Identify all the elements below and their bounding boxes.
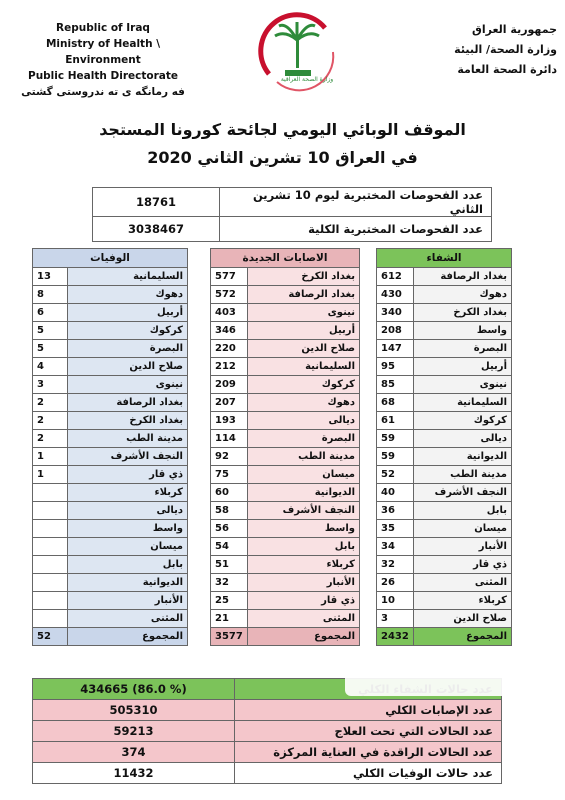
recovered-count: 59 xyxy=(377,430,414,448)
new-cases-count: 58 xyxy=(211,502,248,520)
table-row xyxy=(33,520,188,538)
new-cases-count: 207 xyxy=(211,394,248,412)
daily-tests-row xyxy=(93,188,492,217)
table-row xyxy=(33,574,188,592)
recovered-count: 95 xyxy=(377,358,414,376)
new-cases-province: نينوى xyxy=(247,304,359,322)
deaths-count xyxy=(33,520,68,538)
table-row xyxy=(377,394,512,412)
summary-label: عدد الحالات الراقدة في العناية المركزة xyxy=(235,742,502,763)
recovered-province: المثنى xyxy=(413,574,511,592)
new-cases-total-value: 3577 xyxy=(211,628,248,646)
logo-text: وزارة الصحة العراقية xyxy=(280,76,334,83)
deaths-province: البصرة xyxy=(68,340,188,358)
table-row xyxy=(377,610,512,628)
table-row xyxy=(211,592,360,610)
deaths-count: 5 xyxy=(33,340,68,358)
summary-label: عدد الحالات التي تحت العلاج xyxy=(235,721,502,742)
new-cases-header: الاصابات الجديدة xyxy=(211,249,360,268)
table-row xyxy=(211,484,360,502)
deaths-count xyxy=(33,610,68,628)
recovered-province: بغداد الرصافة xyxy=(413,268,511,286)
new-cases-province: ديالى xyxy=(247,412,359,430)
deaths-province: نينوى xyxy=(68,376,188,394)
new-cases-count: 51 xyxy=(211,556,248,574)
deaths-province: واسط xyxy=(68,520,188,538)
summary-label: عدد الإصابات الكلي xyxy=(235,700,502,721)
deaths-province: ذي قار xyxy=(68,466,188,484)
table-row xyxy=(377,286,512,304)
total-tests-value: 3038467 xyxy=(93,217,220,242)
new-cases-count: 56 xyxy=(211,520,248,538)
new-cases-total-label: المجموع xyxy=(247,628,359,646)
deaths-province: الديوانية xyxy=(68,574,188,592)
table-row xyxy=(33,286,188,304)
new-cases-header-row xyxy=(211,249,360,268)
deaths-province: مدينة الطب xyxy=(68,430,188,448)
deaths-province: بابل xyxy=(68,556,188,574)
header-en-line: Public Health Directorate xyxy=(28,70,178,82)
table-row xyxy=(211,268,360,286)
recovered-count: 208 xyxy=(377,322,414,340)
recovered-count: 68 xyxy=(377,394,414,412)
header-en-line: Republic of Iraq xyxy=(56,22,150,34)
recovered-count: 3 xyxy=(377,610,414,628)
recovered-province: البصرة xyxy=(413,340,511,358)
deaths-count: 6 xyxy=(33,304,68,322)
table-row xyxy=(377,304,512,322)
palm-tree-icon xyxy=(255,12,341,98)
table-row xyxy=(211,556,360,574)
table-row xyxy=(211,286,360,304)
table-row xyxy=(377,538,512,556)
deaths-count: 2 xyxy=(33,394,68,412)
deaths-table xyxy=(32,248,188,646)
recovered-province: الديوانية xyxy=(413,448,511,466)
summary-row xyxy=(33,700,502,721)
recovered-province: النجف الأشرف xyxy=(413,484,511,502)
table-row xyxy=(211,610,360,628)
recovered-province: نينوى xyxy=(413,376,511,394)
new-cases-count: 92 xyxy=(211,448,248,466)
new-cases-province: الأنبار xyxy=(247,574,359,592)
deaths-total-label: المجموع xyxy=(68,628,188,646)
deaths-province: السليمانية xyxy=(68,268,188,286)
table-row xyxy=(211,466,360,484)
table-row xyxy=(377,268,512,286)
header-ar-line: جمهورية العراق xyxy=(472,23,557,36)
daily-tests-label: عدد الفحوصات المختبرية ليوم 10 تشرين الثاني xyxy=(220,188,492,217)
page-title: الموقف الوبائي اليومي لجائحة كورونا المستجد xyxy=(99,120,466,139)
table-row xyxy=(33,322,188,340)
new-cases-province: أربيل xyxy=(247,322,359,340)
summary-row xyxy=(33,721,502,742)
table-row xyxy=(211,430,360,448)
table-row xyxy=(33,502,188,520)
deaths-count xyxy=(33,556,68,574)
table-row xyxy=(33,538,188,556)
deaths-total-value: 52 xyxy=(33,628,68,646)
new-cases-count: 54 xyxy=(211,538,248,556)
new-cases-count: 572 xyxy=(211,286,248,304)
table-row xyxy=(377,502,512,520)
header-en-line: فه رمانگه ى ته ندروستى گشتى xyxy=(21,86,185,98)
new-cases-province: كركوك xyxy=(247,376,359,394)
new-cases-table xyxy=(210,248,360,646)
summary-row xyxy=(33,763,502,784)
summary-value: 11432 xyxy=(33,763,235,784)
deaths-count xyxy=(33,592,68,610)
new-cases-count: 60 xyxy=(211,484,248,502)
table-row xyxy=(33,484,188,502)
recovered-count: 10 xyxy=(377,592,414,610)
deaths-province: بغداد الكرخ xyxy=(68,412,188,430)
recovered-count: 85 xyxy=(377,376,414,394)
new-cases-count: 21 xyxy=(211,610,248,628)
recovered-province: دهوك xyxy=(413,286,511,304)
table-row xyxy=(33,448,188,466)
new-cases-province: واسط xyxy=(247,520,359,538)
table-row xyxy=(33,610,188,628)
deaths-count xyxy=(33,484,68,502)
recovered-count: 35 xyxy=(377,520,414,538)
watermark-overlay xyxy=(345,648,525,696)
new-cases-count: 212 xyxy=(211,358,248,376)
recovered-header-row xyxy=(377,249,512,268)
table-row xyxy=(211,376,360,394)
table-row xyxy=(33,556,188,574)
recovered-count: 430 xyxy=(377,286,414,304)
deaths-header-row xyxy=(33,249,188,268)
table-row xyxy=(211,412,360,430)
recovered-province: بغداد الكرخ xyxy=(413,304,511,322)
deaths-count: 13 xyxy=(33,268,68,286)
table-row xyxy=(33,394,188,412)
table-row xyxy=(377,592,512,610)
new-cases-count: 220 xyxy=(211,340,248,358)
recovered-header: الشفاء xyxy=(377,249,512,268)
table-row xyxy=(33,430,188,448)
lab-tests-table xyxy=(92,187,492,242)
summary-value: 505310 xyxy=(33,700,235,721)
deaths-count: 2 xyxy=(33,430,68,448)
table-row xyxy=(33,268,188,286)
total-tests-label: عدد الفحوصات المختبرية الكلية xyxy=(220,217,492,242)
summary-value: 59213 xyxy=(33,721,235,742)
table-row xyxy=(377,466,512,484)
table-row xyxy=(377,574,512,592)
deaths-count: 5 xyxy=(33,322,68,340)
table-row xyxy=(211,304,360,322)
recovered-total-row xyxy=(377,628,512,646)
new-cases-total-row xyxy=(211,628,360,646)
recovered-count: 147 xyxy=(377,340,414,358)
new-cases-count: 114 xyxy=(211,430,248,448)
recovered-province: كركوك xyxy=(413,412,511,430)
table-row xyxy=(211,502,360,520)
new-cases-count: 25 xyxy=(211,592,248,610)
recovered-table xyxy=(376,248,512,646)
deaths-count: 3 xyxy=(33,376,68,394)
recovered-province: أربيل xyxy=(413,358,511,376)
table-row xyxy=(211,358,360,376)
new-cases-count: 193 xyxy=(211,412,248,430)
table-row xyxy=(377,376,512,394)
page-subtitle: في العراق 10 تشرين الثاني 2020 xyxy=(147,148,418,167)
table-row xyxy=(377,340,512,358)
header-arabic xyxy=(417,20,557,80)
new-cases-province: كربلاء xyxy=(247,556,359,574)
table-row xyxy=(211,574,360,592)
recovered-count: 61 xyxy=(377,412,414,430)
table-row xyxy=(377,412,512,430)
deaths-count xyxy=(33,538,68,556)
header-ar-line: دائرة الصحة العامة xyxy=(457,63,557,76)
deaths-province: النجف الأشرف xyxy=(68,448,188,466)
deaths-province: ديالى xyxy=(68,502,188,520)
recovered-count: 40 xyxy=(377,484,414,502)
recovered-count: 26 xyxy=(377,574,414,592)
table-row xyxy=(377,484,512,502)
table-row xyxy=(33,376,188,394)
new-cases-province: النجف الأشرف xyxy=(247,502,359,520)
deaths-province: كربلاء xyxy=(68,484,188,502)
total-tests-row xyxy=(93,217,492,242)
recovered-count: 340 xyxy=(377,304,414,322)
recovered-count: 59 xyxy=(377,448,414,466)
header-ar-line: وزارة الصحة/ البيئة xyxy=(454,43,557,56)
table-row xyxy=(211,322,360,340)
table-row xyxy=(377,322,512,340)
recovered-total-value: 2432 xyxy=(377,628,414,646)
recovered-count: 36 xyxy=(377,502,414,520)
summary-label: عدد حالات الوفيات الكلي xyxy=(235,763,502,784)
recovered-province: مدينة الطب xyxy=(413,466,511,484)
recovered-province: ديالى xyxy=(413,430,511,448)
deaths-province: ميسان xyxy=(68,538,188,556)
new-cases-province: البصرة xyxy=(247,430,359,448)
recovered-province: كربلاء xyxy=(413,592,511,610)
recovered-province: واسط xyxy=(413,322,511,340)
table-row xyxy=(33,304,188,322)
recovered-total-label: المجموع xyxy=(413,628,511,646)
deaths-count: 1 xyxy=(33,448,68,466)
ministry-logo xyxy=(255,12,341,98)
table-row xyxy=(33,412,188,430)
new-cases-province: بغداد الرصافة xyxy=(247,286,359,304)
new-cases-province: الديوانية xyxy=(247,484,359,502)
new-cases-count: 403 xyxy=(211,304,248,322)
new-cases-province: مدينة الطب xyxy=(247,448,359,466)
deaths-province: الأنبار xyxy=(68,592,188,610)
deaths-count xyxy=(33,574,68,592)
recovered-province: الأنبار xyxy=(413,538,511,556)
new-cases-province: ميسان xyxy=(247,466,359,484)
recovered-province: بابل xyxy=(413,502,511,520)
new-cases-count: 346 xyxy=(211,322,248,340)
recovered-count: 34 xyxy=(377,538,414,556)
new-cases-province: المثنى xyxy=(247,610,359,628)
deaths-count: 8 xyxy=(33,286,68,304)
header-english xyxy=(8,20,198,100)
table-row xyxy=(377,556,512,574)
recovered-province: ميسان xyxy=(413,520,511,538)
summary-value: 374 xyxy=(33,742,235,763)
new-cases-province: السليمانية xyxy=(247,358,359,376)
table-row xyxy=(377,520,512,538)
summary-value: 434665 (86.0 %) xyxy=(33,679,235,700)
recovered-province: ذي قار xyxy=(413,556,511,574)
deaths-count xyxy=(33,502,68,520)
new-cases-province: دهوك xyxy=(247,394,359,412)
table-row xyxy=(211,448,360,466)
deaths-province: المثنى xyxy=(68,610,188,628)
summary-row xyxy=(33,742,502,763)
table-row xyxy=(211,538,360,556)
deaths-province: دهوك xyxy=(68,286,188,304)
table-row xyxy=(33,592,188,610)
table-row xyxy=(33,466,188,484)
table-row xyxy=(377,430,512,448)
deaths-total-row xyxy=(33,628,188,646)
new-cases-province: بغداد الكرخ xyxy=(247,268,359,286)
deaths-count: 2 xyxy=(33,412,68,430)
deaths-province: بغداد الرصافة xyxy=(68,394,188,412)
table-row xyxy=(33,358,188,376)
new-cases-province: بابل xyxy=(247,538,359,556)
new-cases-province: صلاح الدين xyxy=(247,340,359,358)
new-cases-count: 577 xyxy=(211,268,248,286)
new-cases-count: 32 xyxy=(211,574,248,592)
new-cases-count: 209 xyxy=(211,376,248,394)
table-row xyxy=(377,448,512,466)
header-en-line: Ministry of Health \ Environment xyxy=(45,38,161,66)
daily-tests-value: 18761 xyxy=(93,188,220,217)
table-row xyxy=(377,358,512,376)
deaths-count: 4 xyxy=(33,358,68,376)
deaths-province: كركوك xyxy=(68,322,188,340)
deaths-province: صلاح الدين xyxy=(68,358,188,376)
recovered-count: 32 xyxy=(377,556,414,574)
table-row xyxy=(211,520,360,538)
deaths-count: 1 xyxy=(33,466,68,484)
new-cases-count: 75 xyxy=(211,466,248,484)
recovered-count: 612 xyxy=(377,268,414,286)
table-row xyxy=(33,340,188,358)
deaths-province: أربيل xyxy=(68,304,188,322)
table-row xyxy=(211,394,360,412)
recovered-province: صلاح الدين xyxy=(413,610,511,628)
deaths-header: الوفيات xyxy=(33,249,188,268)
new-cases-province: ذي قار xyxy=(247,592,359,610)
table-row xyxy=(211,340,360,358)
recovered-province: السليمانية xyxy=(413,394,511,412)
recovered-count: 52 xyxy=(377,466,414,484)
